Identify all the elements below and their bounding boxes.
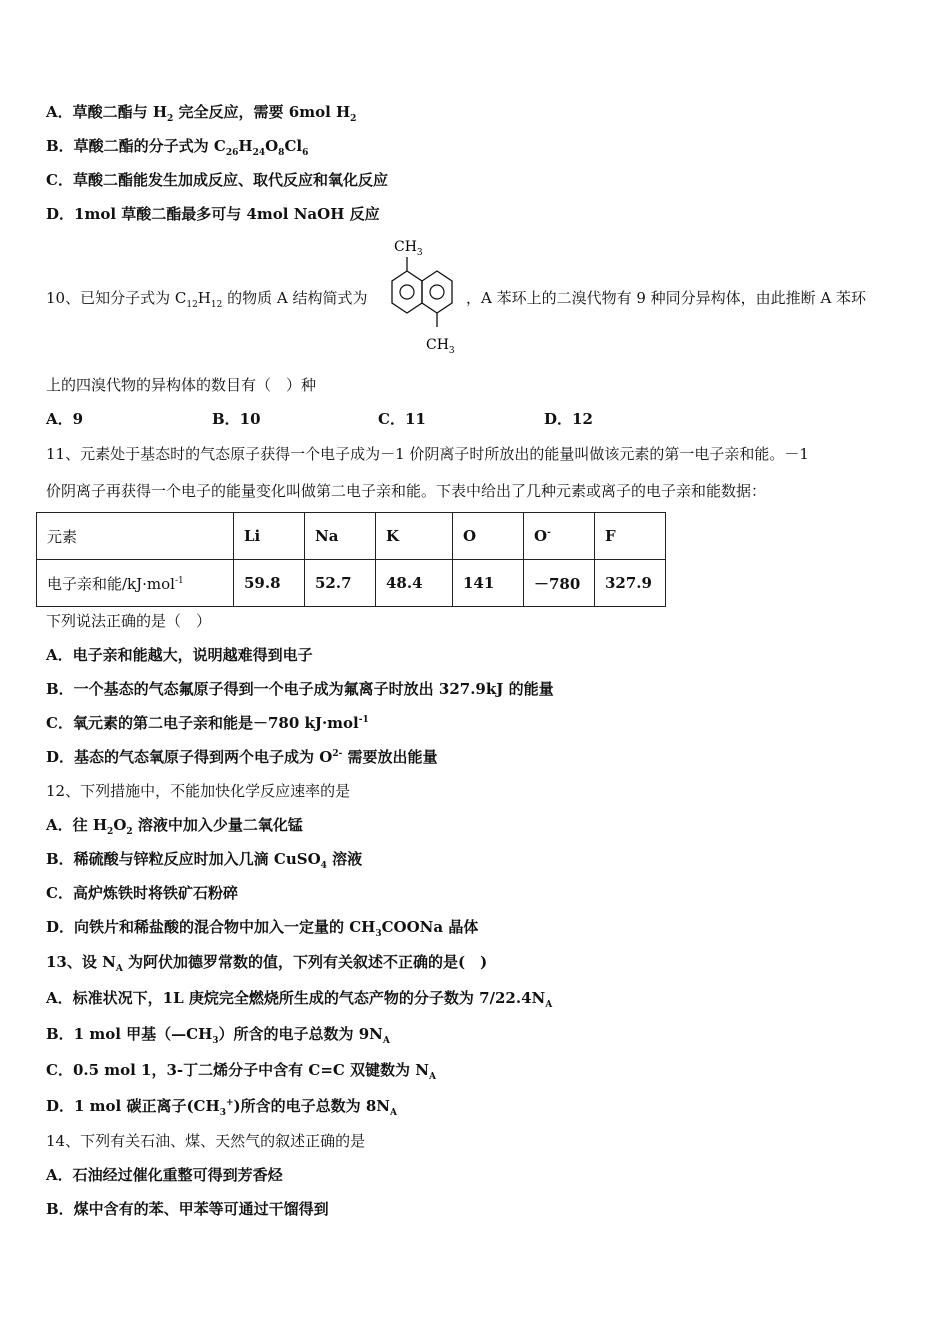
ch3-top-label: $CH_3$: [394, 239, 423, 258]
q12-option-b: B．稀硫酸与锌粒反应时加入几滴 CuSO$_4$ 溶液: [46, 850, 363, 871]
table-cell: 141: [453, 560, 524, 607]
dimethylnaphthalene-structure: [380, 235, 460, 359]
q10-stem: 10、已知分子式为 $C_{12}H_{12}$ 的物质 A 结构简式为: [46, 289, 368, 310]
table-cell: Li: [234, 513, 305, 560]
ch3-bottom-label: $CH_3$: [426, 337, 455, 355]
table-row: [37, 560, 666, 607]
q10-options: [46, 409, 710, 429]
q10-stem-tail: ，A 苯环上的二溴代物有 9 种同分异构体，由此推断 A 苯环: [466, 289, 867, 307]
q14-option-b: B．煤中含有的苯、甲苯等可通过干馏得到: [46, 1200, 329, 1218]
table-cell: O: [453, 513, 524, 560]
table-cell: O-: [524, 513, 595, 560]
q11-stem-1: 11、元素处于基态时的气态原子获得一个电子成为－1 价阴离子时所放出的能量叫做该元素的第一电子亲和能。－1: [46, 445, 809, 463]
table-cell: 52.7: [305, 560, 376, 607]
q11-option-a: A．电子亲和能越大，说明越难得到电子: [46, 646, 313, 664]
q13-stem: 13、设 $N_A$ 为阿伏加德罗常数的值，下列有关叙述不正确的是( ): [46, 953, 488, 974]
q10-option-c: C．11: [378, 410, 426, 428]
table-cell: Na: [305, 513, 376, 560]
q11-stem-2: 价阴离子再获得一个电子的能量变化叫做第二电子亲和能。下表中给出了几种元素或离子的电子亲和能数据：: [46, 482, 767, 500]
q14-stem: 14、下列有关石油、煤、天然气的叙述正确的是: [46, 1132, 366, 1150]
q13-option-c: C．0.5 mol 1，3-丁二烯分子中含有 C=C 双键数为 $N_A$: [46, 1061, 436, 1082]
q10-option-d: D．12: [544, 410, 593, 428]
table-cell: 327.9: [595, 560, 666, 607]
q11-prompt: 下列说法正确的是（ ）: [46, 612, 212, 630]
q12-option-a: A．往 $H_2O_2$ 溶液中加入少量二氧化锰: [46, 816, 303, 837]
q13-option-b: B．1 mol 甲基$(—CH_3)$所含的电子总数为 $9N_A$: [46, 1025, 390, 1046]
electron-affinity-table: [36, 512, 666, 607]
q11-option-c: C．氧元素的第二电子亲和能是－780 kJ·mol$^{-1}$: [46, 714, 369, 732]
q12-option-c: C．高炉炼铁时将铁矿石粉碎: [46, 884, 238, 902]
q13-option-a: A．标准状况下，1L 庚烷完全燃烧所生成的气态产物的分子数为 $7/22.4N_A$: [46, 989, 553, 1010]
q9-option-b: B．草酸二酯的分子式为 $C_{26}H_{24}O_8Cl_6$: [46, 137, 309, 158]
table-cell: 59.8: [234, 560, 305, 607]
q11-option-d: D．基态的气态氧原子得到两个电子成为 $O^{2-}$ 需要放出能量: [46, 748, 438, 766]
q12-option-d: D．向铁片和稀盐酸的混合物中加入一定量的 $CH_3COONa$ 晶体: [46, 918, 479, 939]
table-cell: －780: [524, 560, 595, 607]
q10-option-a: A．9: [46, 410, 84, 428]
table-cell: K: [376, 513, 453, 560]
q10-option-b: B．10: [212, 410, 261, 428]
table-cell: F: [595, 513, 666, 560]
q13-option-d: D．1 mol 碳正离子$(CH_3^+)$所含的电子总数为 $8N_A$: [46, 1097, 397, 1118]
q11-option-b: B．一个基态的气态氟原子得到一个电子成为氟离子时放出 327.9kJ 的能量: [46, 680, 554, 698]
table-cell: 48.4: [376, 560, 453, 607]
table-cell: 元素: [37, 513, 234, 560]
q14-option-a: A．石油经过催化重整可得到芳香烃: [46, 1166, 283, 1184]
table-cell: 电子亲和能/kJ·mol$^{-1}$: [37, 560, 234, 607]
q9-option-d: D．1mol 草酸二酯最多可与 4mol NaOH 反应: [46, 205, 380, 223]
q12-stem: 12、下列措施中，不能加快化学反应速率的是: [46, 782, 351, 800]
table-header-row: [37, 513, 666, 560]
q10-stem-cont: 上的四溴代物的异构体的数目有（ ）种: [46, 376, 317, 394]
q9-option-a: A．草酸二酯与 $H_2$ 完全反应，需要 6mol $H_2$: [46, 103, 357, 124]
q9-option-c: C．草酸二酯能发生加成反应、取代反应和氧化反应: [46, 171, 388, 189]
